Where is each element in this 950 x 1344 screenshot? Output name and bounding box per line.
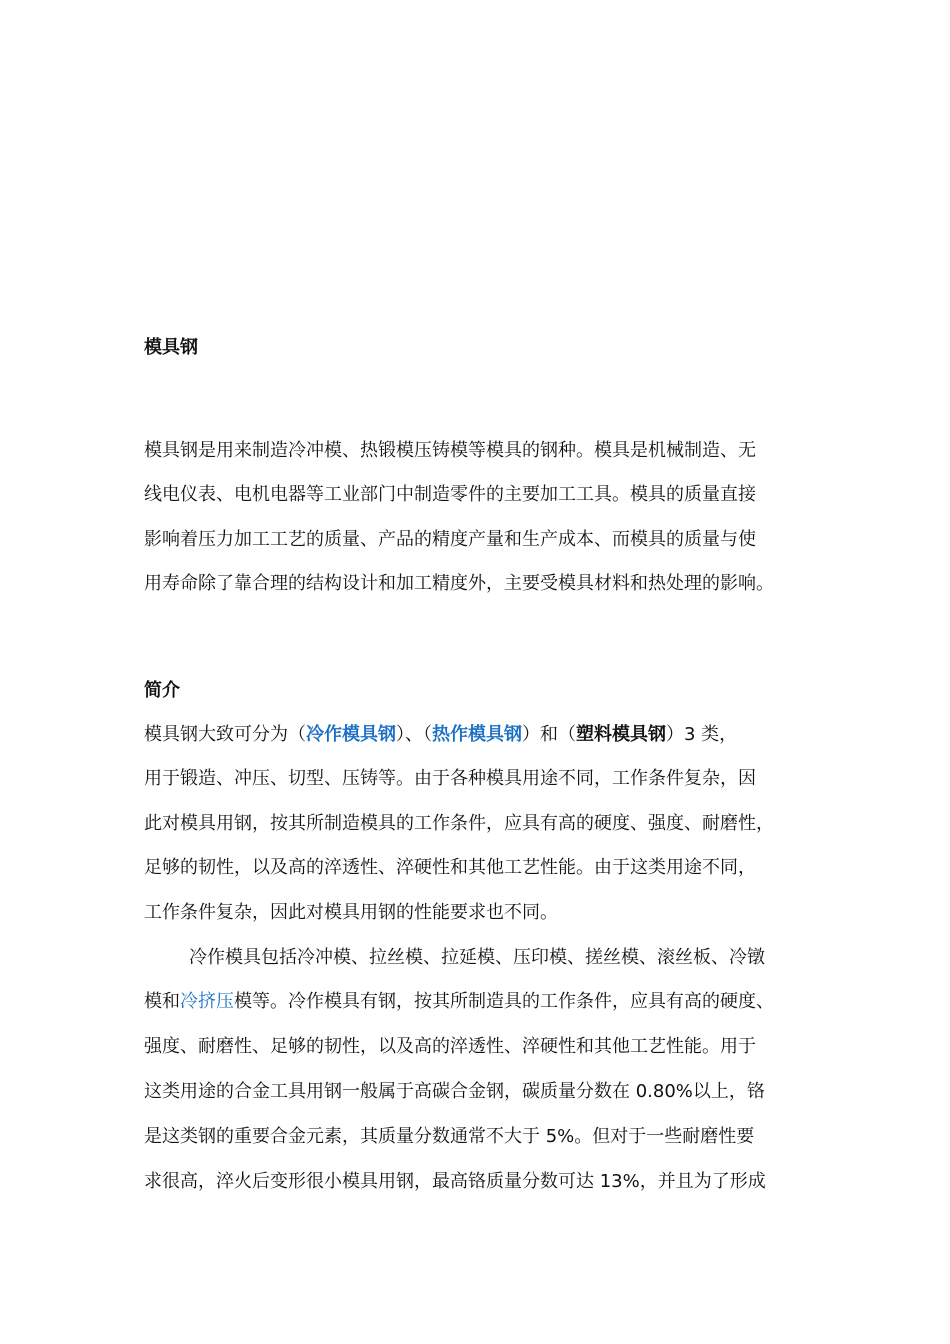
cold-work-die-steel-link[interactable]: 冷作模具钢 — [306, 724, 396, 745]
para2-line-2 — [144, 990, 774, 1014]
classification-suffix: ）3 类， — [666, 724, 738, 745]
para2-line-3: 强度、耐磨性、足够的韧性，以及高的淬透性、淬硬性和其他工艺性能。用于 — [144, 1036, 756, 1057]
para2-line-5: 是这类钢的重要合金元素，其质量分数通常不大于 5%。但对于一些耐磨性要 — [144, 1126, 755, 1147]
classification-mid1: ）、（ — [396, 724, 432, 745]
para2-line-6: 求很高，淬火后变形很小模具用钢，最高铬质量分数可达 13%，并且为了形成 — [144, 1171, 766, 1192]
cold-extrusion-link[interactable]: 冷挤压 — [180, 991, 234, 1012]
intro-line-1: 模具钢是用来制造冷冲模、热锻模压铸模等模具的钢种。模具是机械制造、无 — [144, 440, 756, 461]
intro-line-2: 线电仪表、电机电器等工业部门中制造零件的主要加工工具。模具的质量直接 — [144, 484, 756, 505]
section-heading-intro: 简介 — [144, 680, 180, 701]
page-title: 模具钢 — [144, 337, 198, 358]
classification-line — [144, 723, 737, 747]
para2-line-2-prefix: 模和 — [144, 991, 180, 1012]
para1-line-1: 用于锻造、冲压、切型、压铸等。由于各种模具用途不同，工作条件复杂，因 — [144, 768, 756, 789]
classification-prefix: 模具钢大致可分为（ — [144, 724, 306, 745]
para2-line-4: 这类用途的合金工具用钢一般属于高碳合金钢，碳质量分数在 0.80%以上，铬 — [144, 1081, 765, 1102]
intro-line-4: 用寿命除了靠合理的结构设计和加工精度外，主要受模具材料和热处理的影响。 — [144, 573, 774, 594]
intro-line-3: 影响着压力加工工艺的质量、产品的精度产量和生产成本、而模具的质量与使 — [144, 529, 756, 550]
para1-line-2: 此对模具用钢，按其所制造模具的工作条件，应具有高的硬度、强度、耐磨性， — [144, 813, 774, 834]
para1-line-3: 足够的韧性，以及高的淬透性、淬硬性和其他工艺性能。由于这类用途不同， — [144, 857, 756, 878]
para2-line-2-suffix: 模等。冷作模具有钢，按其所制造具的工作条件，应具有高的硬度、 — [234, 991, 774, 1012]
para1-line-4: 工作条件复杂，因此对模具用钢的性能要求也不同。 — [144, 902, 558, 923]
classification-mid2: ）和（ — [522, 724, 576, 745]
hot-work-die-steel-link[interactable]: 热作模具钢 — [432, 724, 522, 745]
para2-line-1: 冷作模具包括冷冲模、拉丝模、拉延模、压印模、搓丝模、滚丝板、冷镦 — [189, 947, 765, 968]
plastic-die-steel-term: 塑料模具钢 — [576, 724, 666, 745]
